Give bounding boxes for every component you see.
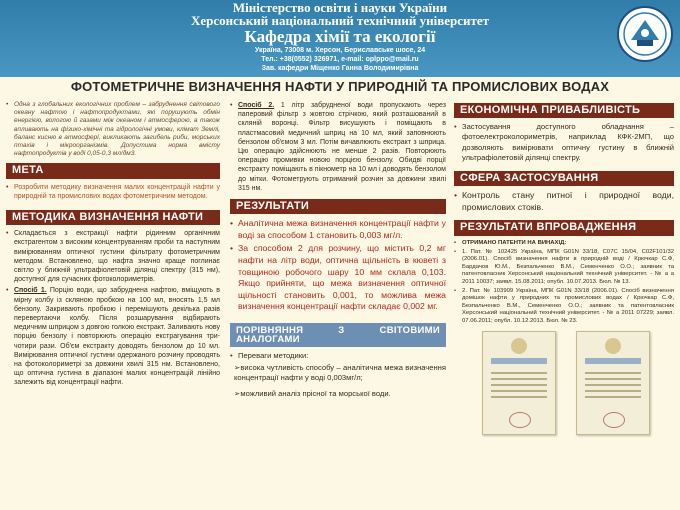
department-name: Кафедра хімії та екології bbox=[244, 27, 436, 46]
implementation-heading: РЕЗУЛЬТАТИ ВПРОВАДЖЕННЯ bbox=[454, 220, 674, 235]
method-paragraph: • Складається з екстракції нафти рідинним органічним екстрагентом з високим концентруванням проби та наступним вимірюванням оптичної густини фільтрату фотометричним методом. Встановлено, що нафта значно краще поглинає світло у ближній ультрафіолетовій ділянці спектру (315 нм), доступної для сучасних фотоколориметрів. bbox=[6, 229, 220, 284]
poster-title: ФОТОМЕТРИЧНЕ ВИЗНАЧЕННЯ НАФТИ У ПРИРОДНІЙ ТА ПРОМИСЛОВИХ ВОДАХ bbox=[70, 79, 610, 94]
header-banner bbox=[0, 0, 680, 77]
goal-text: • Розробити методику визначення малих концентрацій нафти у природній та промислових водах фотометричним методом. bbox=[6, 183, 220, 201]
university-name: Херсонський національний технічний університет bbox=[190, 13, 490, 28]
department-head: Зав. кафедри Міщенко Ганна Володимирівна bbox=[261, 65, 419, 72]
patent-certificates bbox=[454, 327, 674, 437]
economics-text: • Застосування доступного обладнання – фотоелектроколориметрів, наприклад КФК-2МП, що дозволяють вимірювати оптичну густину в ближній ультрафіолетовій ділянці спектру. bbox=[454, 122, 674, 163]
patent-certificate-2 bbox=[576, 331, 650, 435]
application-text: • Контроль стану питної і природної води, промислових стоків. bbox=[454, 190, 674, 213]
address: Україна, 73008 м. Херсон, Бериславське шосе, 24 bbox=[254, 47, 426, 54]
method-way-1 bbox=[6, 286, 220, 387]
way-2-label: Спосіб 2. bbox=[238, 102, 275, 109]
method-heading: МЕТОДИКА ВИЗНАЧЕННЯ НАФТИ bbox=[6, 210, 220, 225]
comparison-lead: • Переваги методики: bbox=[230, 351, 446, 360]
comparison-advantage-1: ➢висока чутливість способу – аналітична межа визначення концентрації нафти у воді 0,003мг/л; bbox=[234, 362, 446, 382]
ministry-name: Міністерство освіти і науки України bbox=[232, 0, 448, 15]
advantage-1-text: висока чутливість способу – аналітична межа визначення концентрації нафти у воді 0,003мг/л; bbox=[234, 362, 446, 382]
result-1: • Аналітична межа визначення концентрації нафти у воді за способом 1 становить 0,003 мг/л. bbox=[230, 218, 446, 241]
results-heading: РЕЗУЛЬТАТИ bbox=[230, 199, 446, 214]
way-1-text: Порцію води, що забруднена нафтою, вміщують в мірну колбу із скляною пробкою на 100 мл, вносять 1,5 мл бензолу. Закривають пробкою і перемішують декілька разів перевертаючи колбу. Після розшарування відбирають медичним шприцом з довгою голкою екстракт. Заливають нову порцію бензолу і повторюють операцію екстрагування три-чотири рази. Об'єм екстракту доводять бензолом до 10 мл. Вимірювання оптичної густини одержаного розчину проводять на фотоколориметрі за довжини хвилі 315 нм. Встановлено, що оптична густина в діапазоні малих концентрацій лінійно залежить від концентрації нафти. bbox=[14, 287, 220, 387]
patents-lead: • ОТРИМАНО ПАТЕНТИ НА ВИНАХІД: bbox=[454, 240, 674, 247]
left-column bbox=[6, 101, 220, 390]
contacts: Тел.: +38(0552) 326971, e-mail: oplppo@mail.ru bbox=[261, 56, 419, 63]
intro-text: • Одна з глобальних екологічних проблем – забруднення світового океану нафтою і нафтопродуктами, які порушують обмін енергією, вологою й газами між океаном і атмосферою, а також впливають на фізико-хімічні та гідрологічні умови, клімат Землі, баланс кисню в атмосфері, викликають загибель риби, морських птахів і мікроорганізмів. Допустима норма вмісту нафтопродуктів у воді 0,05-0,3 мл/дм3. bbox=[6, 101, 220, 158]
application-heading: СФЕРА ЗАСТОСУВАННЯ bbox=[454, 171, 674, 186]
university-logo-icon bbox=[617, 6, 673, 62]
method-way-2 bbox=[230, 101, 446, 193]
goal-heading: МЕТА bbox=[6, 163, 220, 178]
patent-certificate-1 bbox=[482, 331, 556, 435]
patent-2: • 2. Пат. № 103909 Україна, МПК G01N 33/18 (2006.01). Спосіб визначення домішок нафти у природних та промислових водах / Крючкар С.Ф, Безпальченко В.М., Семенченко О.О.; заявник та патентовласник Херсонський національний технічний університет. - № а 2011 07229; заявл. 07.06.2011; опубл. 10.12.2013. Бюл. № 23. bbox=[454, 288, 674, 325]
way-1-label: Спосіб 1. bbox=[14, 287, 47, 295]
comparison-advantage-2: ➢можливий аналіз прісної та морської води. bbox=[234, 388, 391, 398]
comparison-heading: ПОРІВНЯННЯ З СВІТОВИМИ АНАЛОГАМИ bbox=[230, 323, 446, 347]
right-column bbox=[454, 101, 674, 437]
economics-heading: ЕКОНОМІЧНА ПРИВАБЛИВІСТЬ bbox=[454, 103, 674, 118]
middle-column bbox=[230, 101, 446, 399]
result-2: • За способом 2 для розчину, що містить 0,2 мг нафти на літр води, оптична щільність в кюветі з товщиною робочого шару 10 мм склала 0,103. Якщо прийняти, що межа визначення оптичної щільності становить 0,001, то можлива межа визначення концентрації нафти складає 0,002 мг. bbox=[230, 243, 446, 313]
patent-1: • 1. Пат. № 102425 Україна, МПК G01N 33/18, C07C 15/04, C02F101/32 (2006.01). Спосіб визначення нафти в природній воді / Крючкар С.Ф, Бардачов Ю.М., Безпальченко В.М., Семенченко О.О.; заявник та патентовласник Херсонський національний технічний університет. - № а а 2011 10037; заявл. 15.08.2011; опубл. 10.07.2013. Бюл. № 13. bbox=[454, 249, 674, 286]
way-2-text: 1 літр забрудненої води пропускають через паперовий фільтр з жовтою стрічкою, який розташований в скляній воронці. Фільтр висушують і поміщають в пластмасовий медичний шприц на 10 мл, який заповнюють бензолом об'ємом 3 мл. Потім вичавлюють екстракт з шприца. Цю операцію здійснюють не менше 2 разів. Повторюють операцію промивки новою порцією бензолу. Обидві порції екстракту поміщають в пікнометр на 10 мл і доводять бензолом до мітки. Фотометрують отриманий розчин за довжини хвилі 315 нм. bbox=[238, 102, 446, 192]
advantage-2-text: можливий аналіз прісної та морської води. bbox=[240, 388, 391, 398]
